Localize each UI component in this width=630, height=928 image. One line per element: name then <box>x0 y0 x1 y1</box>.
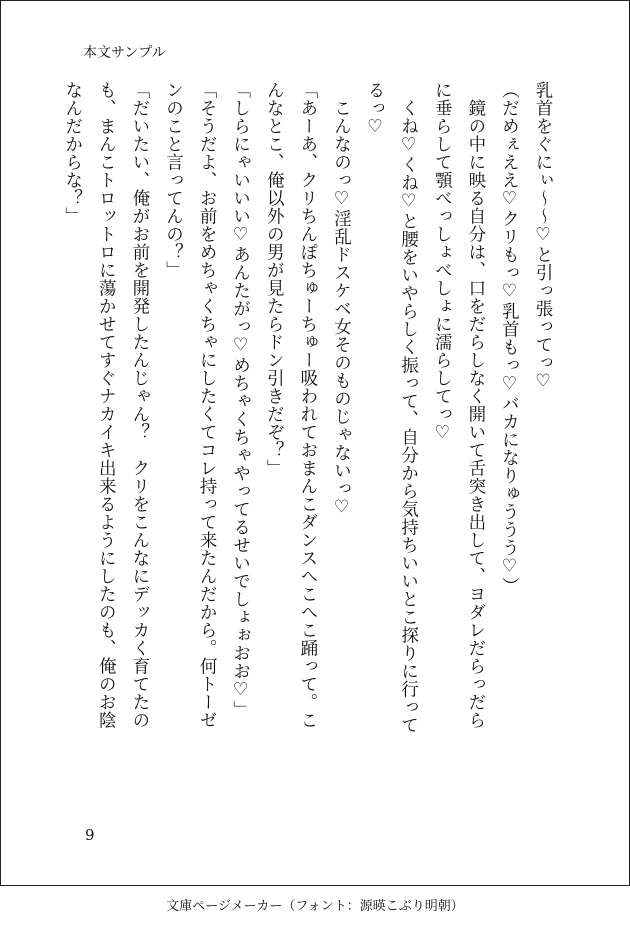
text-line: 「あーあ、クリちんぽちゅーちゅー吸われておまんこダンスへこへこ踊って。こ <box>297 81 318 729</box>
text-line: 鏡の中に映る自分は、口をだらしなく開いて舌突き出して、ヨダレだらっだら <box>465 81 486 729</box>
text-line: 「だいたい、俺がお前を開発したんじゃん？ クリをこんなにデッカく育てたの <box>129 81 150 729</box>
text-line: ンのこと言ってんの？」 <box>163 81 184 279</box>
text-line: くね♡くね♡と腰をいやらしく振って、自分から気持ちいいとこ探りに行って <box>398 81 419 734</box>
body-text <box>62 81 559 801</box>
text-line: こんなのっ♡淫乱ドスケベ女そのものじゃないっ♡ <box>331 81 352 518</box>
text-line: んなとこ、俺以外の男が見たらドン引きだぞ？」 <box>264 81 285 477</box>
text-line: なんだからな？」 <box>62 81 83 225</box>
text-line: （だめぇええ♡クリもっ♡乳首もっ♡バカになりゅううう♡） <box>499 81 520 595</box>
header-title: 本文サンプル <box>83 45 166 61</box>
text-line: るっ♡ <box>365 81 386 138</box>
text-line: に垂らして顎べっしょべしょに濡らしてっ♡ <box>432 81 453 444</box>
text-line: も、まんこトロットロに蕩かせてすぐナカイキ出来るようにしたのも、俺のお陰 <box>96 81 117 729</box>
page-number: 9 <box>85 826 95 844</box>
text-line: 乳首をぐにぃ〜〜♡と引っ張ってっ♡ <box>533 81 553 392</box>
text-line: 「そうだよ、お前をめちゃくちゃにしたくてコレ持って来たんだから。何トーゼ <box>197 81 218 729</box>
footer-caption: 文庫ページメーカー（フォント：源暎こぶり明朝） <box>166 899 464 914</box>
text-line: 「しらにゃいいい♡あんたがっ♡めちゃくちゃやってるせいでしょぉおお♡」 <box>230 81 251 719</box>
